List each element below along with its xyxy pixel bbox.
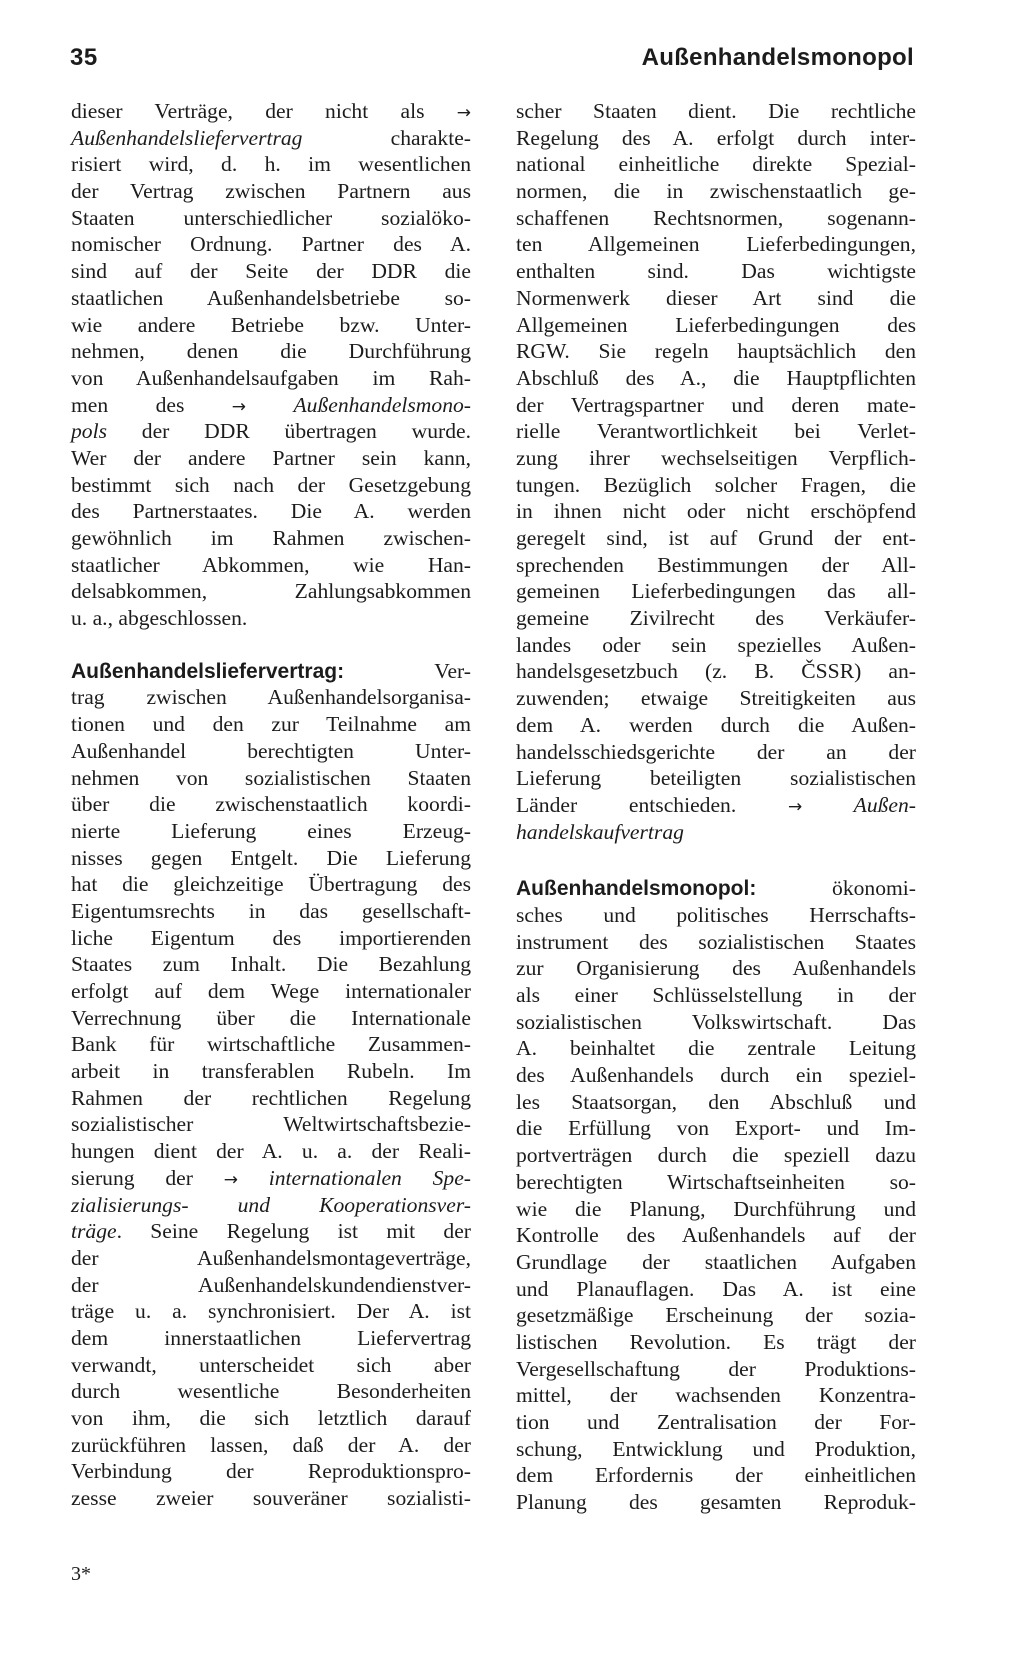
text-line: scher Staaten dient. Die rechtliche xyxy=(516,99,916,123)
text-line: Lieferung beteiligten sozialistischen xyxy=(516,766,916,791)
text-line: die Erfüllung von Export- und Im- xyxy=(516,1116,916,1141)
text-line: hungen dient der A. u. a. der Reali- xyxy=(71,1139,471,1164)
text-line: Planung des gesamten Reproduk- xyxy=(516,1490,916,1515)
text-line: Außenhandelsliefervertrag charakte- xyxy=(71,125,471,150)
text-line: national einheitliche direkte Spezial- xyxy=(516,152,916,177)
text-line: staatlicher Abkommen, wie Han- xyxy=(71,552,471,577)
text-line: gemeinen Lieferbedingungen das all- xyxy=(516,579,916,604)
text-line: Kontrolle des Außenhandels auf der xyxy=(516,1223,916,1248)
text-line: gewöhnlich im Rahmen zwischen- xyxy=(71,526,471,550)
text-line: rielle Verantwortlichkeit bei Verlet- xyxy=(516,419,916,444)
text-line: bestimmt sich nach der Gesetzgebung xyxy=(71,472,471,497)
text-line: von Außenhandelsaufgaben im Rah- xyxy=(71,365,471,390)
text-line: wie die Planung, Durchführung und xyxy=(516,1196,916,1221)
text-line: Rahmen der rechtlichen Regelung xyxy=(71,1085,471,1110)
text-line: sches und politisches Herrschafts- xyxy=(516,902,916,927)
text-line: liche Eigentum des importierenden xyxy=(71,925,471,950)
text-line: dem A. werden durch die Außen- xyxy=(516,712,916,737)
text-line: Verrechnung über die Internationale xyxy=(71,1005,471,1030)
text-line: des Außenhandels durch ein speziel- xyxy=(516,1063,916,1088)
text-line: sind auf der Seite der DDR die xyxy=(71,259,471,284)
text-line xyxy=(516,819,916,846)
text-line: landes oder sein spezielles Außen- xyxy=(516,632,916,657)
cross-reference[interactable]: Außenhandelsliefervertrag xyxy=(71,125,303,150)
entry-first-line: Außenhandelsliefervertrag: Ver- xyxy=(71,658,471,683)
text-line: mittel, der wachsenden Konzentra- xyxy=(516,1383,916,1408)
text-line: normen, die in zwischenstaatlich ge- xyxy=(516,179,916,204)
text-line: u. a., abgeschlossen. xyxy=(71,606,248,631)
text-line: men des → Außenhandelsmono- xyxy=(71,392,471,417)
text-line: risiert wird, d. h. im wesentlichen xyxy=(71,152,471,177)
text-line: Grundlage der staatlichen Aufgaben xyxy=(516,1249,916,1274)
text-line: träge u. a. synchronisiert. Der A. ist xyxy=(71,1299,471,1324)
text-line: der Außenhandelskundendienstver- xyxy=(71,1272,471,1297)
text-line: Länder entschieden. → Außen- xyxy=(516,792,916,817)
text-line: dieser Verträge, der nicht als → xyxy=(71,99,471,123)
cross-reference[interactable]: träge xyxy=(71,1219,117,1244)
cross-reference[interactable]: Außen- xyxy=(802,792,916,817)
text-line: RGW. Sie regeln hauptsächlich den xyxy=(516,339,916,364)
cross-reference[interactable]: pols xyxy=(71,419,107,444)
arrow-icon: → xyxy=(788,796,803,817)
text-line xyxy=(71,1192,471,1219)
text-line: arbeit in transferablen Rubeln. Im xyxy=(71,1059,471,1084)
text-line: pols der DDR übertragen wurde. xyxy=(71,419,471,444)
text-line: Wer der andere Partner sein kann, xyxy=(71,445,471,470)
arrow-icon: → xyxy=(223,1169,238,1190)
cross-reference[interactable]: internationalen Spe- xyxy=(237,1165,471,1190)
text-line: und Planauflagen. Das A. ist eine xyxy=(516,1276,916,1301)
text-line: Staaten unterschiedlicher sozialöko- xyxy=(71,205,471,230)
text-line: dem Erfordernis der einheitlichen xyxy=(516,1463,916,1488)
cross-reference[interactable]: handelskaufvertrag xyxy=(516,819,684,844)
text-line: geregelt sind, ist auf Grund der ent- xyxy=(516,526,916,550)
text-line: zur Organisierung des Außenhandels xyxy=(516,956,916,981)
text-line: Allgemeinen Lieferbedingungen des xyxy=(516,312,916,337)
entry-first-line: Außenhandelsmonopol: ökonomi- xyxy=(516,876,916,901)
signature-mark: 3* xyxy=(71,1563,91,1585)
text-line: sozialistischen Volkswirtschaft. Das xyxy=(516,1009,916,1034)
text-line: enthalten sind. Das wichtigste xyxy=(516,259,916,284)
text-line: über die zwischenstaatlich koordi- xyxy=(71,792,471,817)
page-number: 35 xyxy=(70,44,98,71)
text-line: Staates zum Inhalt. Die Bezahlung xyxy=(71,952,471,977)
text-line: gemeine Zivilrecht des Verkäufer- xyxy=(516,606,916,631)
text-line: handelsschiedsgerichte der an der xyxy=(516,739,916,764)
text-line: portverträgen durch die speziell dazu xyxy=(516,1143,916,1168)
text-line: Abschluß des A., die Hauptpflichten xyxy=(516,365,916,390)
arrow-icon: → xyxy=(456,103,471,123)
text-line: als einer Schlüsselstellung in der xyxy=(516,983,916,1007)
text-line: der Vertrag zwischen Partnern aus xyxy=(71,179,471,204)
text-line: durch wesentliche Besonderheiten xyxy=(71,1379,471,1404)
arrow-icon: → xyxy=(231,396,247,417)
text-line: zesse zweier souveräner sozialisti- xyxy=(71,1486,471,1511)
text-line: instrument des sozialistischen Staates xyxy=(516,929,916,954)
text-line: der Außenhandelsmontageverträge, xyxy=(71,1245,471,1270)
text-line: Verbindung der Reproduktionspro- xyxy=(71,1459,471,1484)
text-line: Regelung des A. erfolgt durch inter- xyxy=(516,125,916,150)
text-line: sierung der → internationalen Spe- xyxy=(71,1165,471,1190)
headword: Außenhandelsliefervertrag: xyxy=(71,659,345,683)
text-line: handelsgesetzbuch (z. B. ČSSR) an- xyxy=(516,659,916,684)
text-line: ten Allgemeinen Lieferbedingungen, xyxy=(516,232,916,257)
text-line: hat die gleichzeitige Übertragung des xyxy=(71,872,471,897)
text-line: in ihnen nicht oder nicht erschöpfend xyxy=(516,499,916,524)
text-line: schung, Entwicklung und Produktion, xyxy=(516,1436,916,1461)
text-line: verwandt, unterscheidet sich aber xyxy=(71,1352,471,1377)
left-column xyxy=(71,98,471,1512)
text-line: wie andere Betriebe bzw. Unter- xyxy=(71,312,471,337)
text-line: schaffenen Rechtsnormen, sogenann- xyxy=(516,205,916,230)
text-line: Vergesellschaftung der Produktions- xyxy=(516,1356,916,1381)
right-column xyxy=(516,98,916,1516)
text-line: gesetzmäßige Erscheinung der sozia- xyxy=(516,1303,916,1328)
headword: Außenhandelsmonopol: xyxy=(516,877,757,901)
text-line: zurückführen lassen, daß der A. der xyxy=(71,1432,471,1457)
text-line: des Partnerstaates. Die A. werden xyxy=(71,499,471,524)
text-line: zuwenden; etwaige Streitigkeiten aus xyxy=(516,686,916,711)
text-line: zung ihrer wechselseitigen Verpflich- xyxy=(516,445,916,470)
text-line: Bank für wirtschaftliche Zusammen- xyxy=(71,1032,471,1057)
cross-reference[interactable]: Außenhandelsmono- xyxy=(293,392,471,417)
text-line: sozialistischer Weltwirtschaftsbezie- xyxy=(71,1112,471,1137)
text-line: tungen. Bezüglich solcher Fragen, die xyxy=(516,472,916,497)
text-line: Normenwerk dieser Art sind die xyxy=(516,285,916,310)
text-line: berechtigten Wirtschaftseinheiten so- xyxy=(516,1169,916,1194)
text-line: tion und Zentralisation der For- xyxy=(516,1410,916,1434)
text-line: nisses gegen Entgelt. Die Lieferung xyxy=(71,845,471,870)
text-line: trag zwischen Außenhandelsorganisa- xyxy=(71,685,471,710)
text-line: les Staatsorgan, den Abschluß und xyxy=(516,1089,916,1114)
text-line: erfolgt auf dem Wege internationaler xyxy=(71,979,471,1003)
text-line: der Vertragspartner und deren mate- xyxy=(516,392,916,417)
text-line: Außenhandel berechtigten Unter- xyxy=(71,738,471,763)
text-line: träge. Seine Regelung ist mit der xyxy=(71,1219,471,1244)
paragraph-gap xyxy=(516,845,916,875)
text-line: sprechenden Bestimmungen der All- xyxy=(516,552,916,577)
text-line: nierte Lieferung eines Erzeug- xyxy=(71,818,471,843)
cross-reference[interactable]: zialisierungs- und Kooperationsver- xyxy=(71,1192,471,1217)
text-line: nehmen, denen die Durchführung xyxy=(71,339,471,364)
text-line: dem innerstaatlichen Liefervertrag xyxy=(71,1325,471,1350)
running-title: Außenhandelsmonopol xyxy=(641,44,914,71)
text-line: staatlichen Außenhandelsbetriebe so- xyxy=(71,285,471,310)
text-line: Eigentumsrechts in das gesellschaft- xyxy=(71,898,471,923)
text-line: nomischer Ordnung. Partner des A. xyxy=(71,232,471,257)
text-line: delsabkommen, Zahlungsabkommen xyxy=(71,579,471,604)
text-line: nehmen von sozialistischen Staaten xyxy=(71,765,471,790)
text-line: tionen und den zur Teilnahme am xyxy=(71,712,471,737)
text-line: listischen Revolution. Es trägt der xyxy=(516,1329,916,1354)
text-line: A. beinhaltet die zentrale Leitung xyxy=(516,1036,916,1061)
text-line: von ihm, die sich letztlich darauf xyxy=(71,1406,471,1430)
paragraph-gap xyxy=(71,632,471,658)
